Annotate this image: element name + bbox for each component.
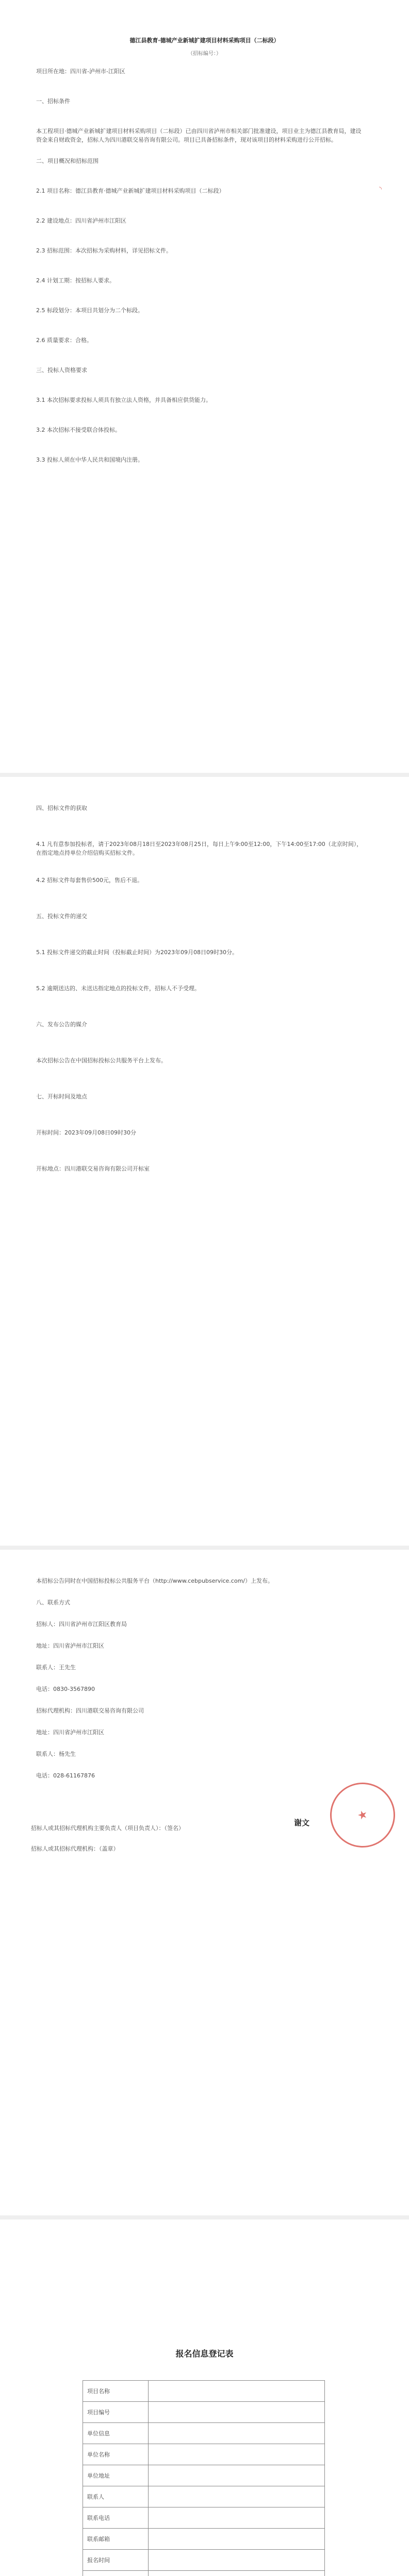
body-line: 招标人：四川省泸州市江阳区教育局 bbox=[36, 1621, 127, 1628]
body-line: 七、开标时间及地点 bbox=[36, 1093, 87, 1100]
page-divider bbox=[0, 2215, 409, 2219]
field-label: 项目编号 bbox=[83, 2402, 149, 2423]
field-input[interactable] bbox=[149, 2444, 325, 2465]
field-input[interactable] bbox=[149, 2486, 325, 2507]
table-row bbox=[83, 2507, 325, 2529]
signature-line-2: 招标人或其招标代理机构：（盖章） bbox=[31, 1845, 119, 1852]
registration-form-page bbox=[0, 2226, 409, 2576]
table-row bbox=[83, 2402, 325, 2423]
announcement-page-1 bbox=[0, 0, 409, 773]
table-row bbox=[83, 2571, 325, 2576]
body-line: 电话：0830-3567890 bbox=[36, 1686, 95, 1692]
registration-table bbox=[83, 2380, 325, 2576]
body-line: 2.2 建设地点：四川省泸州市江阳区 bbox=[36, 217, 126, 224]
body-line: 本招标公告同时在中国招标投标公共服务平台（http://www.cebpubservice.com/）上发布。 bbox=[36, 1578, 274, 1584]
field-input[interactable] bbox=[149, 2423, 325, 2444]
announcement-page-2 bbox=[0, 783, 409, 1546]
table-row bbox=[83, 2381, 325, 2402]
body-line: 4.1 凡有意参加投标者，请于2023年08月18日至2023年08月25日，每日上午9:00至12:00，下午14:00至17:00（北京时间），在指定地点持单位介绍信购买招标文件。 bbox=[36, 841, 363, 856]
body-line: 地址：四川省泸州市江阳区 bbox=[36, 1642, 104, 1649]
field-label: 联系电话 bbox=[83, 2507, 149, 2529]
body-line: 3.3 投标人须在中华人民共和国境内注册。 bbox=[36, 456, 143, 463]
field-input[interactable] bbox=[149, 2402, 325, 2423]
body-line: 开标时间：2023年09月08日09时30分 bbox=[36, 1129, 136, 1136]
field-input[interactable] bbox=[149, 2571, 325, 2576]
field-input[interactable] bbox=[149, 2529, 325, 2550]
field-input[interactable] bbox=[149, 2465, 325, 2486]
field-label bbox=[83, 2571, 149, 2576]
red-mark-icon: ◝ bbox=[379, 185, 382, 193]
official-stamp-icon: ★ bbox=[322, 1774, 404, 1856]
body-line: 一、招标条件 bbox=[36, 98, 70, 105]
body-line: 本次招标公告在中国招标投标公共服务平台上发布。 bbox=[36, 1057, 167, 1064]
table-row bbox=[83, 2486, 325, 2507]
body-line: 4.2 招标文件每套售价500元，售后不退。 bbox=[36, 877, 143, 884]
body-line: 地址：四川省泸州市江阳区 bbox=[36, 1729, 104, 1736]
page-divider bbox=[0, 773, 409, 777]
field-label: 项目名称 bbox=[83, 2381, 149, 2402]
page-subtitle: （招标编号：） bbox=[188, 51, 221, 57]
body-line: 六、发布公告的媒介 bbox=[36, 1021, 87, 1028]
body-line: 招标代理机构：四川港联交易咨询有限公司 bbox=[36, 1707, 144, 1714]
field-input[interactable] bbox=[149, 2507, 325, 2529]
field-label: 报名时间 bbox=[83, 2550, 149, 2571]
table-row bbox=[83, 2465, 325, 2486]
field-label: 单位地址 bbox=[83, 2465, 149, 2486]
body-line: 3.1 本次招标要求投标人须具有独立法人资格，并具备相应供货能力。 bbox=[36, 397, 211, 403]
body-line: 2.3 招标范围：本次招标为采购材料，详见招标文件。 bbox=[36, 247, 172, 254]
registration-title: 报名信息登记表 bbox=[175, 2349, 234, 2359]
body-line: 5.2 逾期送达的、未送达指定地点的投标文件，招标人不予受理。 bbox=[36, 985, 200, 992]
handwritten-signature: 谢文 bbox=[294, 1818, 310, 1827]
body-line: 2.5 标段划分：本项目共划分为二个标段。 bbox=[36, 307, 143, 314]
body-line: 5.1 投标文件递交的截止时间（投标截止时间）为2023年09月08日09时30分。 bbox=[36, 949, 238, 956]
body-line: 2.1 项目名称：德江县教育·德城产业新城扩建项目材料采购项目（二标段） bbox=[36, 188, 225, 194]
field-label: 联系人 bbox=[83, 2486, 149, 2507]
body-line: 四、招标文件的获取 bbox=[36, 805, 87, 811]
field-input[interactable] bbox=[149, 2550, 325, 2571]
body-line: 3.2 本次招标不接受联合体投标。 bbox=[36, 427, 121, 433]
body-line: 2.4 计划工期：按招标人要求。 bbox=[36, 277, 115, 284]
announcement-page-3 bbox=[0, 1556, 409, 2215]
signature-line-1: 招标人或其招标代理机构主要负责人（项目负责人）：（签名） bbox=[31, 1825, 184, 1832]
body-line: 电话：028-61167876 bbox=[36, 1772, 95, 1779]
page-divider bbox=[0, 1546, 409, 1550]
field-label: 联系邮箱 bbox=[83, 2529, 149, 2550]
body-line: 联系人：王先生 bbox=[36, 1664, 76, 1671]
body-line: 开标地点：四川港联交易咨询有限公司开标室 bbox=[36, 1165, 150, 1172]
field-label: 单位名称 bbox=[83, 2444, 149, 2465]
body-line: 五、投标文件的递交 bbox=[36, 913, 87, 920]
body-line: 本工程项目·德城产业新城扩建项目材料采购项目（二标段）已由四川省泸州市相关部门批准建设，项目业主为德江县教育局，建设资金来自财政资金，招标人为四川港联交易咨询有限公司。项目已具备招标条件，现对该项目的材料采购进行公开招标。 bbox=[36, 128, 362, 143]
body-line: 三、投标人资格要求 bbox=[36, 367, 87, 374]
table-row bbox=[83, 2550, 325, 2571]
body-line: 二、项目概况和招标范围 bbox=[36, 158, 99, 164]
body-line: 2.6 质量要求：合格。 bbox=[36, 337, 92, 344]
table-row bbox=[83, 2423, 325, 2444]
page-title: 德江县教育·德城产业新城扩建项目材料采购项目（二标段） bbox=[129, 37, 280, 44]
body-line: 八、联系方式 bbox=[36, 1599, 70, 1606]
body-line: 项目所在地：四川省-泸州市-江阳区 bbox=[36, 68, 125, 75]
field-label: 单位信息 bbox=[83, 2423, 149, 2444]
field-input[interactable] bbox=[149, 2381, 325, 2402]
table-row bbox=[83, 2444, 325, 2465]
body-line: 联系人：杨先生 bbox=[36, 1751, 76, 1757]
table-row bbox=[83, 2529, 325, 2550]
